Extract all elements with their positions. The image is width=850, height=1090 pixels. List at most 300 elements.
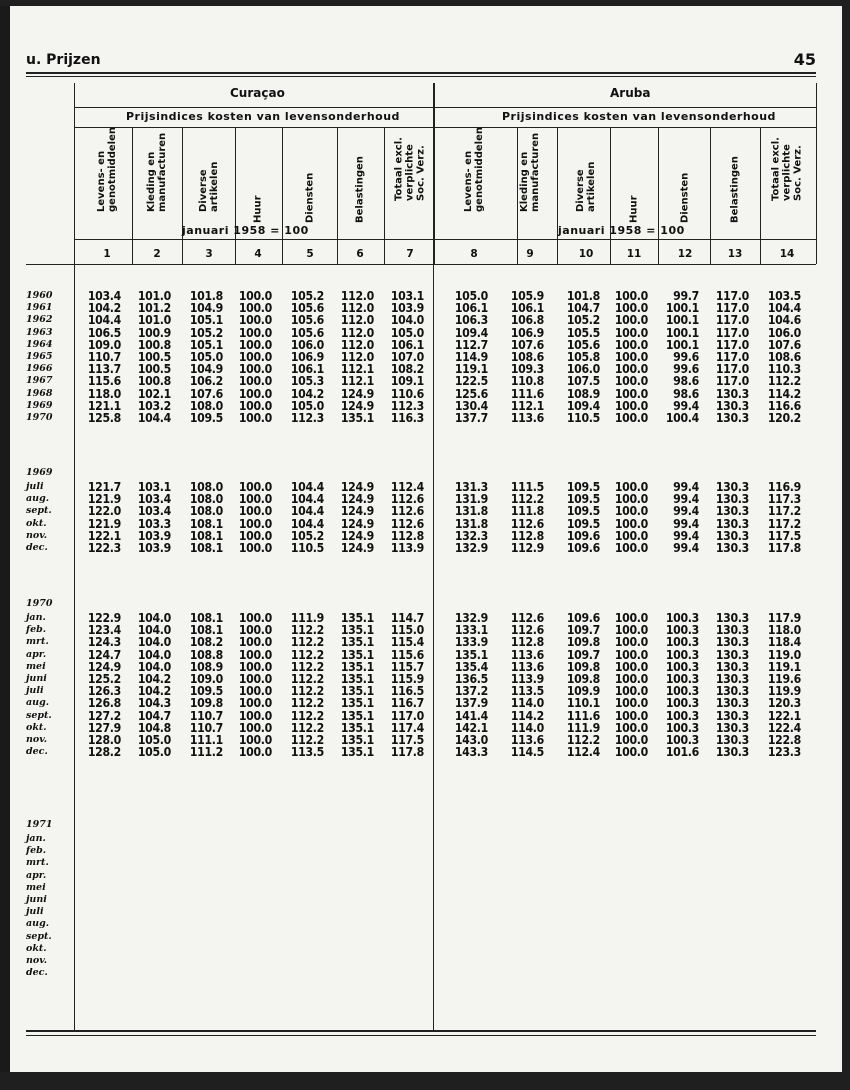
row-label: apr. (26, 648, 47, 660)
table-cell: 112.2 (290, 647, 324, 662)
table-cell: 100.0 (238, 528, 272, 543)
column-header (290, 128, 330, 234)
table-cell: 114.5 (510, 745, 544, 760)
table-cell: 100.0 (614, 386, 648, 401)
table-cell: 133.1 (454, 623, 488, 638)
table-cell: 100.0 (614, 301, 648, 316)
row-label: dec. (26, 542, 48, 553)
table-cell: 115.7 (390, 659, 424, 674)
table-cell: 111.9 (566, 720, 600, 735)
table-cell: 109.5 (566, 516, 600, 531)
table-cell: 104.4 (290, 504, 324, 519)
table-cell: 132.9 (454, 611, 488, 625)
row-label: aug. (26, 493, 50, 505)
table-cell: 105.6 (290, 313, 324, 328)
table-cell: 113.9 (390, 541, 424, 555)
column-header-label: Diensten (679, 172, 691, 223)
table-cell: 105.1 (189, 313, 223, 328)
table-cell: 130.3 (715, 635, 749, 650)
table-cell: 100.0 (614, 672, 648, 686)
table-cell: 104.2 (87, 301, 121, 316)
row-label: juni (26, 894, 47, 905)
bottom-rule (26, 1030, 816, 1032)
row-label: 1965 (26, 351, 53, 362)
table-cell: 112.2 (290, 733, 324, 747)
table-cell: 108.9 (566, 386, 600, 401)
table-cell: 109.4 (454, 325, 488, 340)
group-rule (74, 107, 816, 108)
table-cell: 130.3 (715, 611, 749, 625)
table-cell: 100.0 (614, 647, 648, 662)
table-cell: 116.7 (390, 696, 424, 711)
table-cell: 114.9 (454, 350, 488, 364)
table-cell: 100.0 (614, 635, 648, 650)
table-cell: 108.1 (189, 516, 223, 531)
table-cell: 101.8 (566, 289, 600, 303)
table-cell: 100.0 (238, 480, 272, 494)
column-header-label: Huur (252, 195, 264, 223)
table-cell: 135.1 (340, 672, 374, 686)
row-label: okt. (26, 517, 47, 529)
table-cell: 103.1 (137, 480, 171, 494)
table-cell: 104.0 (137, 623, 171, 638)
table-cell: 105.1 (189, 337, 223, 352)
table-cell: 122.1 (87, 528, 121, 543)
table-cell: 100.0 (238, 733, 272, 747)
column-rule (433, 83, 435, 264)
table-cell: 101.8 (189, 289, 223, 303)
table-cell: 130.3 (715, 398, 749, 413)
column-header-label: Diverse artikelen (575, 161, 597, 212)
table-cell: 100.0 (614, 374, 648, 389)
row-label: juli (26, 685, 44, 697)
table-cell: 109.7 (566, 623, 600, 638)
table-cell: 100.0 (238, 386, 272, 401)
table-cell: 99.7 (673, 289, 699, 303)
table-cell: 130.3 (715, 386, 749, 401)
table-cell: 100.0 (614, 289, 648, 303)
table-cell: 130.3 (715, 541, 749, 555)
table-cell: 106.9 (510, 325, 544, 340)
table-cell: 128.0 (87, 733, 121, 747)
table-cell: 103.9 (390, 301, 424, 316)
table-cell: 119.6 (767, 672, 801, 686)
table-cell: 126.3 (87, 684, 121, 699)
row-label: 1960 (26, 290, 53, 301)
column-header (566, 128, 606, 234)
column-header (390, 128, 430, 234)
table-cell: 104.0 (137, 647, 171, 662)
table-cell: 99.4 (673, 398, 699, 413)
table-cell: 112.0 (340, 301, 374, 316)
column-header-label: Huur (628, 195, 640, 223)
table-cell: 104.4 (290, 492, 324, 507)
table-cell: 135.1 (340, 611, 374, 625)
table-cell: 112.0 (340, 289, 374, 303)
table-cell: 127.9 (87, 720, 121, 735)
table-cell: 100.1 (665, 313, 699, 328)
table-cell: 112.2 (290, 696, 324, 711)
table-cell: 100.0 (238, 398, 272, 413)
row-label: dec. (26, 967, 48, 979)
table-cell: 114.0 (510, 720, 544, 735)
column-header-label: Levens- en genotmiddelen (463, 127, 485, 212)
table-cell: 109.0 (189, 672, 223, 686)
table-cell: 112.0 (340, 350, 374, 364)
table-cell: 115.4 (390, 635, 424, 650)
aruba-title: Aruba (610, 86, 651, 100)
table-cell: 122.3 (87, 541, 121, 555)
table-cell: 121.9 (87, 516, 121, 531)
table-cell: 107.5 (566, 374, 600, 389)
table-cell: 117.5 (767, 528, 801, 543)
column-number: 4 (254, 248, 262, 260)
row-label: jan. (26, 833, 46, 844)
table-cell: 105.0 (189, 350, 223, 364)
top-rule-thin (26, 76, 816, 77)
table-cell: 106.0 (566, 362, 600, 377)
table-cell: 111.2 (189, 745, 223, 760)
table-cell: 103.2 (137, 398, 171, 413)
table-cell: 111.1 (189, 733, 223, 747)
table-cell: 128.2 (87, 745, 121, 760)
table-cell: 112.0 (340, 337, 374, 352)
table-cell: 135.1 (454, 647, 488, 662)
table-cell: 112.2 (290, 672, 324, 686)
table-cell: 141.4 (454, 708, 488, 723)
row-label: 1967 (26, 375, 53, 387)
table-cell: 106.1 (290, 362, 324, 377)
table-cell: 101.2 (137, 301, 171, 316)
table-cell: 104.0 (137, 659, 171, 674)
row-label: dec. (26, 746, 48, 758)
column-header (665, 128, 705, 234)
table-cell: 112.2 (290, 659, 324, 674)
table-cell: 117.5 (390, 733, 424, 747)
column-header-label: Diensten (304, 172, 316, 223)
table-cell: 115.6 (87, 374, 121, 389)
table-cell: 104.8 (137, 720, 171, 735)
table-cell: 135.1 (340, 733, 374, 747)
table-cell: 121.9 (87, 492, 121, 507)
table-cell: 122.0 (87, 504, 121, 519)
table-cell: 100.8 (137, 337, 171, 352)
column-rule (710, 128, 711, 264)
table-cell: 121.7 (87, 480, 121, 494)
table-cell: 113.5 (290, 745, 324, 760)
table-cell: 100.0 (614, 745, 648, 760)
table-cell: 110.5 (566, 411, 600, 425)
table-cell: 130.3 (715, 480, 749, 494)
table-cell: 104.7 (137, 708, 171, 723)
table-cell: 100.9 (137, 325, 171, 340)
row-label: nov. (26, 734, 48, 745)
table-cell: 100.0 (238, 301, 272, 316)
table-cell: 100.0 (238, 541, 272, 555)
row-label: juni (26, 673, 47, 684)
table-cell: 130.3 (715, 528, 749, 543)
table-cell: 125.8 (87, 411, 121, 425)
table-cell: 117.8 (390, 745, 424, 760)
table-cell: 100.0 (238, 337, 272, 352)
row-label: 1968 (26, 387, 53, 399)
table-cell: 100.0 (238, 672, 272, 686)
header-bottom-rule (26, 264, 816, 265)
table-cell: 105.9 (510, 289, 544, 303)
table-cell: 113.6 (510, 659, 544, 674)
row-label: 1970 (26, 412, 53, 423)
table-cell: 100.0 (238, 516, 272, 531)
table-cell: 100.1 (665, 325, 699, 340)
column-rule (235, 128, 236, 264)
table-cell: 106.2 (189, 374, 223, 389)
row-label: mrt. (26, 857, 49, 869)
table-cell: 100.0 (614, 733, 648, 747)
table-cell: 110.6 (390, 386, 424, 401)
table-cell: 137.2 (454, 684, 488, 699)
table-cell: 105.2 (189, 325, 223, 340)
table-cell: 113.6 (510, 647, 544, 662)
column-number: 10 (578, 248, 594, 260)
table-cell: 133.9 (454, 635, 488, 650)
table-cell: 124.9 (340, 541, 374, 555)
table-cell: 131.9 (454, 492, 488, 507)
column-number: 13 (727, 248, 743, 260)
table-cell: 112.2 (290, 635, 324, 650)
row-label: aug. (26, 918, 50, 930)
table-cell: 113.9 (510, 672, 544, 686)
column-rule (610, 128, 611, 264)
table-cell: 99.4 (673, 528, 699, 543)
table-cell: 108.6 (767, 350, 801, 364)
row-label: 1964 (26, 338, 53, 350)
table-cell: 100.0 (238, 684, 272, 699)
table-cell: 109.9 (566, 684, 600, 699)
table-cell: 109.1 (390, 374, 424, 389)
table-cell: 106.1 (510, 301, 544, 316)
table-cell: 104.7 (566, 301, 600, 316)
table-cell: 99.4 (673, 492, 699, 507)
table-cell: 112.2 (290, 708, 324, 723)
table-cell: 110.7 (87, 350, 121, 364)
table-cell: 117.8 (767, 541, 801, 555)
table-cell: 112.2 (566, 733, 600, 747)
row-label: sept. (26, 709, 52, 721)
table-cell: 117.0 (715, 337, 749, 352)
table-cell: 100.0 (238, 720, 272, 735)
column-header (137, 128, 177, 234)
table-cell: 115.9 (390, 672, 424, 686)
table-cell: 112.2 (290, 720, 324, 735)
row-label: okt. (26, 942, 47, 954)
table-cell: 112.4 (390, 480, 424, 494)
table-cell: 110.5 (290, 541, 324, 555)
table-cell: 116.6 (767, 398, 801, 413)
curacao-title: Curaçao (230, 86, 285, 100)
table-cell: 112.1 (340, 362, 374, 377)
table-cell: 111.8 (510, 504, 544, 519)
row-label: aug. (26, 697, 50, 709)
table-cell: 100.0 (238, 504, 272, 519)
table-cell: 107.0 (390, 350, 424, 364)
table-cell: 105.3 (290, 374, 324, 389)
table-cell: 109.0 (87, 337, 121, 352)
table-cell: 107.6 (510, 337, 544, 352)
column-rule (282, 128, 283, 264)
table-cell: 143.0 (454, 733, 488, 747)
table-cell: 100.0 (614, 325, 648, 340)
table-cell: 100.0 (238, 492, 272, 507)
column-header-label: Kleding en manufacturen (519, 132, 541, 212)
table-cell: 100.0 (238, 623, 272, 638)
table-cell: 104.9 (189, 301, 223, 316)
column-header-label: Belastingen (354, 156, 366, 223)
table-cell: 104.2 (137, 684, 171, 699)
table-cell: 112.0 (340, 313, 374, 328)
table-cell: 112.6 (510, 611, 544, 625)
table-cell: 104.0 (390, 313, 424, 328)
column-header-label: Diverse artikelen (198, 161, 220, 212)
table-cell: 112.1 (510, 398, 544, 413)
table-cell: 114.2 (510, 708, 544, 723)
table-cell: 108.6 (510, 350, 544, 364)
table-cell: 99.4 (673, 516, 699, 531)
table-cell: 136.5 (454, 672, 488, 686)
table-cell: 105.5 (566, 325, 600, 340)
table-cell: 106.3 (454, 313, 488, 328)
table-cell: 130.3 (715, 516, 749, 531)
table-cell: 108.0 (189, 492, 223, 507)
table-cell: 125.2 (87, 672, 121, 686)
column-rule (816, 83, 817, 264)
table-cell: 106.5 (87, 325, 121, 340)
table-cell: 112.1 (340, 374, 374, 389)
table-cell: 100.1 (665, 301, 699, 316)
table-cell: 100.0 (238, 745, 272, 760)
column-number: 1 (103, 248, 111, 260)
table-cell: 100.0 (238, 611, 272, 625)
table-cell: 121.1 (87, 398, 121, 413)
table-cell: 109.6 (566, 541, 600, 555)
column-header-label: Totaal excl. verplichte Soc. Verz. (393, 137, 427, 201)
column-header-label: Kleding en manufacturen (146, 132, 168, 212)
table-cell: 130.3 (715, 720, 749, 735)
bottom-rule-thin (26, 1035, 816, 1036)
table-cell: 112.6 (510, 516, 544, 531)
table-cell: 115.0 (390, 623, 424, 638)
table-cell: 123.4 (87, 623, 121, 638)
column-rule (658, 128, 659, 264)
table-cell: 135.1 (340, 745, 374, 760)
table-cell: 100.8 (137, 374, 171, 389)
section-year-label: 1969 (26, 467, 53, 478)
table-cell: 122.9 (87, 611, 121, 625)
table-cell: 109.7 (566, 647, 600, 662)
table-cell: 106.1 (454, 301, 488, 316)
table-cell: 110.7 (189, 708, 223, 723)
row-label: okt. (26, 721, 47, 733)
table-cell: 111.5 (510, 480, 544, 494)
column-header (189, 128, 229, 234)
table-cell: 105.6 (290, 301, 324, 316)
table-cell: 112.4 (566, 745, 600, 760)
table-cell: 100.0 (614, 720, 648, 735)
table-cell: 108.1 (189, 611, 223, 625)
column-header (238, 128, 278, 234)
column-header (715, 128, 755, 234)
table-cell: 103.4 (137, 492, 171, 507)
table-cell: 107.6 (767, 337, 801, 352)
table-cell: 100.0 (238, 362, 272, 377)
table-cell: 130.3 (715, 684, 749, 699)
row-label: mei (26, 660, 46, 672)
table-cell: 100.3 (665, 708, 699, 723)
table-cell: 100.0 (614, 337, 648, 352)
table-cell: 109.5 (189, 684, 223, 699)
table-cell: 124.9 (340, 386, 374, 401)
table-cell: 100.0 (614, 492, 648, 507)
table-cell: 130.3 (715, 696, 749, 711)
table-cell: 100.0 (238, 696, 272, 711)
row-label: jan. (26, 612, 46, 623)
table-cell: 100.3 (665, 647, 699, 662)
table-cell: 100.0 (614, 504, 648, 519)
table-cell: 105.2 (290, 289, 324, 303)
table-cell: 120.3 (767, 696, 801, 711)
table-cell: 111.9 (290, 611, 324, 625)
table-cell: 113.6 (510, 411, 544, 425)
table-cell: 105.2 (566, 313, 600, 328)
table-cell: 100.0 (614, 541, 648, 555)
table-cell: 100.0 (614, 516, 648, 531)
column-number: 6 (356, 248, 364, 260)
table-cell: 108.0 (189, 480, 223, 494)
table-cell: 109.5 (566, 492, 600, 507)
table-cell: 130.3 (715, 708, 749, 723)
table-cell: 124.7 (87, 647, 121, 662)
table-cell: 101.0 (137, 313, 171, 328)
table-cell: 100.0 (238, 325, 272, 340)
table-cell: 130.3 (715, 745, 749, 760)
table-cell: 119.1 (454, 362, 488, 377)
table-cell: 122.8 (767, 733, 801, 747)
row-label: 1963 (26, 326, 53, 338)
table-cell: 98.6 (673, 374, 699, 389)
table-cell: 102.1 (137, 386, 171, 401)
column-header (510, 128, 550, 234)
column-header-label: Totaal excl. verplichte Soc. Verz. (770, 137, 804, 201)
table-cell: 116.3 (390, 411, 424, 425)
table-cell: 100.3 (665, 733, 699, 747)
table-cell: 114.2 (767, 386, 801, 401)
table-cell: 135.1 (340, 411, 374, 425)
table-cell: 132.3 (454, 528, 488, 543)
top-rule (26, 72, 816, 74)
table-cell: 107.6 (189, 386, 223, 401)
table-cell: 100.0 (238, 313, 272, 328)
row-label: mei (26, 881, 46, 893)
row-label: feb. (26, 845, 47, 857)
table-cell: 100.0 (238, 374, 272, 389)
table-cell: 104.4 (767, 301, 801, 316)
table-cell: 106.8 (510, 313, 544, 328)
left-binding-strip (0, 6, 10, 1072)
table-cell: 118.4 (767, 635, 801, 650)
table-cell: 124.9 (340, 504, 374, 519)
table-cell: 100.0 (238, 350, 272, 364)
table-cell: 135.1 (340, 647, 374, 662)
table-cell: 117.0 (715, 350, 749, 364)
